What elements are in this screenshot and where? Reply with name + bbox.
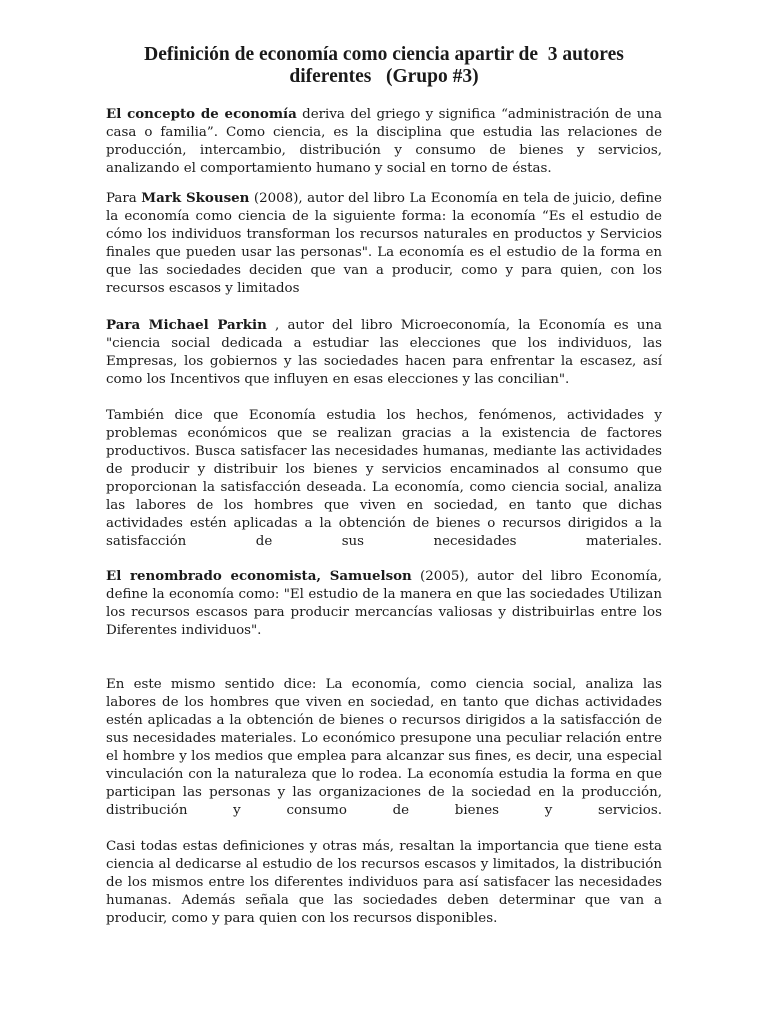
paragraph-text: (2008), autor del libro La Economía en tela de juicio, define la economía como ciencia de la siguiente forma: la economía “Es el estudio de cómo los individuos transforman los recursos naturales en productos y Servicios finales que pueden usar las personas". La economía es el estudio de la forma en que las sociedades deciden que van a producir, como y para quien, con los recursos escasos y limitados xyxy=(106,191,662,296)
paragraph-concepto xyxy=(106,105,662,178)
term-concepto-economia: El concepto de economía xyxy=(106,106,297,122)
author-name-samuelson: El renombrado economista, Samuelson xyxy=(106,568,412,584)
paragraph-samuelson xyxy=(106,567,662,640)
paragraph-text: deriva del griego y significa “administración de una casa o familia”. Como ciencia, es la disciplina que estudia las relaciones de producción, intercambio, distribución y consumo de bienes y servicios, analizando el comportamiento humano y social en torno de éstas. xyxy=(106,107,662,176)
paragraph-text: (2005), autor del libro Economía, define la economía como: "El estudio de la manera en que las sociedades Utilizan los recursos escasos para producir mercancías valiosas y distribuirlas entre los Diferentes individuos". xyxy=(106,569,662,638)
paragraph-conclusion xyxy=(106,838,662,928)
paragraph-lead: Para xyxy=(106,191,142,206)
paragraph-parkin xyxy=(106,316,662,389)
paragraph-text: En este mismo sentido dice: La economía, como ciencia social, analiza las labores de los hombres que viven en sociedad, en tanto que dichas actividades estén aplicadas a la obtención de bienes o recursos dirigidos a la satisfacción de sus necesidades materiales. Lo económico presupone una peculiar relación entre el hombre y los medios que emplea para alcanzar sus fines, es decir, una especial vinculación con la naturaleza que lo rodea. La economía estudia la forma en que participan las personas y las organizaciones de la sociedad en la producción, distribución y consumo de bienes y servicios. xyxy=(106,677,662,818)
paragraph-mismo-sentido xyxy=(106,676,662,820)
author-name-skousen: Mark Skousen xyxy=(141,190,250,206)
paragraph-text: Casi todas estas definiciones y otras más, resaltan la importancia que tiene esta ciencia al dedicarse al estudio de los recursos escasos y limitados, la distribución de los mismos entre los diferentes individuos para así satisfacer las necesidades humanas. Además señala que las sociedades deben determinar que van a producir, como y para quien con los recursos disponibles. xyxy=(106,839,662,926)
paragraph-skousen xyxy=(106,189,662,298)
paragraph-text: , autor del libro Microeconomía, la Economía es una "ciencia social dedicada a estudiar las elecciones que los individuos, las Empresas, los gobiernos y las sociedades hacen para enfrentar la escasez, así como los Incentivos que influyen en esas elecciones y las concilian". xyxy=(106,318,662,387)
document-title: Definición de economía como ciencia apartir de 3 autores diferentes (Grupo #3) xyxy=(144,44,624,87)
paragraph-tambien-dice xyxy=(106,407,662,551)
document-page xyxy=(106,44,662,928)
author-name-parkin: Para Michael Parkin xyxy=(106,317,267,333)
paragraph-text: También dice que Economía estudia los hechos, fenómenos, actividades y problemas económicos que se realizan gracias a la existencia de factores productivos. Busca satisfacer las necesidades humanas, mediante las actividades de producir y distribuir los bienes y servicios encaminados al consumo que proporcionan la satisfacción deseada. La economía, como ciencia social, analiza las labores de los hombres que viven en sociedad, en tanto que dichas actividades estén aplicadas a la obtención de bienes o recursos dirigidos a la satisfacción de sus necesidades materiales. xyxy=(106,408,662,549)
